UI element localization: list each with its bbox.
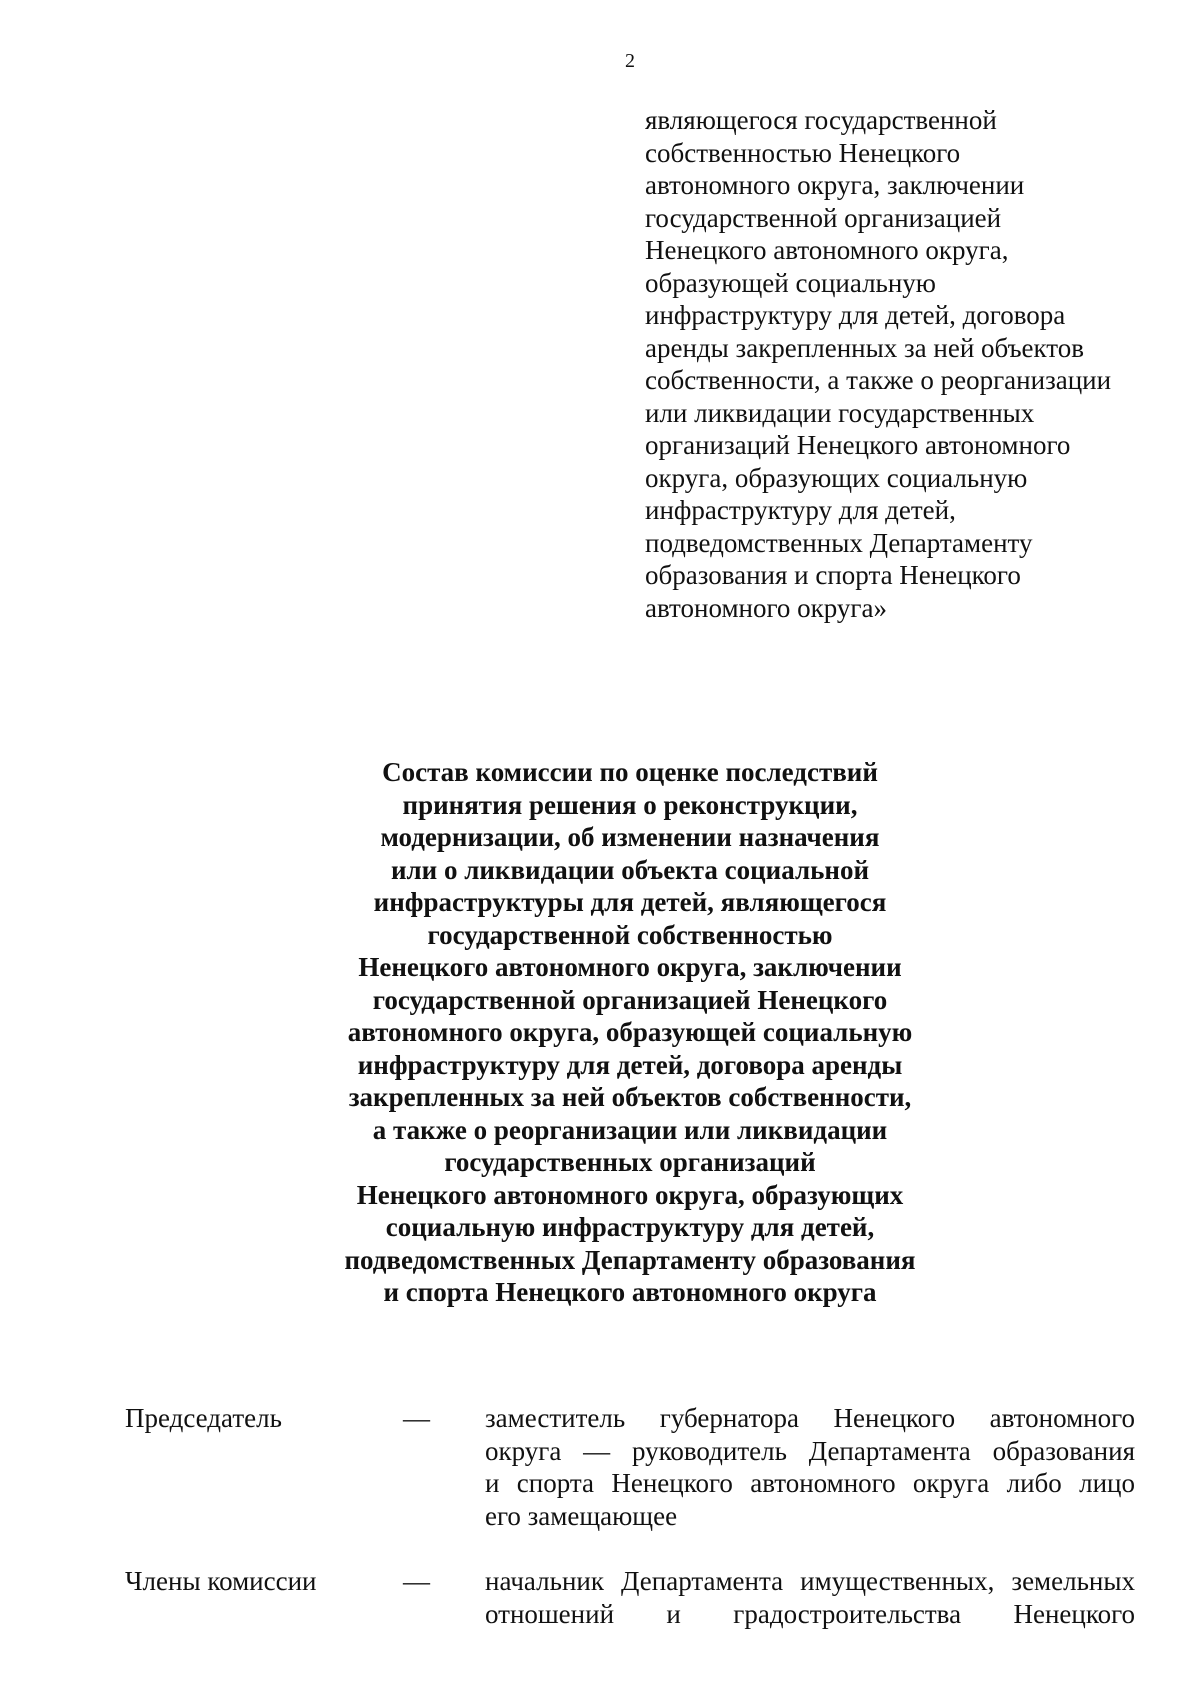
title-line: государственной организацией Ненецкого <box>372 984 888 1015</box>
description-line: заместитель губернатора Ненецкого автономного <box>485 1403 1135 1433</box>
title-line: закрепленных за ней объектов собственности, <box>348 1082 912 1112</box>
title-line: принятия решения о реконструкции, <box>402 789 858 820</box>
title-line: Ненецкого автономного округа, заключении <box>358 952 902 982</box>
reference-line: собственностью Ненецкого <box>645 137 961 168</box>
reference-line: инфраструктуру для детей, договора <box>645 300 1066 330</box>
title-line: и спорта Ненецкого автономного округа <box>383 1277 877 1307</box>
description-line: округа — руководитель Департамента образования <box>485 1435 1135 1466</box>
role-dash: — <box>403 1566 430 1596</box>
title-line: инфраструктуры для детей, являющегося <box>373 887 887 917</box>
description-line: начальник Департамента имущественных, земельных <box>485 1566 1135 1596</box>
description-line: его замещающее <box>485 1500 678 1531</box>
member-role: Члены комиссии <box>125 1566 317 1596</box>
title-line: или о ликвидации объекта социальной <box>390 854 870 885</box>
title-line: модернизации, об изменении назначения <box>380 822 880 852</box>
reference-line: подведомственных Департаменту <box>645 527 1033 558</box>
title-line: инфраструктуру для детей, договора аренды <box>357 1049 903 1080</box>
reference-line: образующей социальную <box>645 267 936 298</box>
reference-line: инфраструктуру для детей, <box>645 495 956 525</box>
title-line: подведомственных Департаменту образования <box>344 1244 916 1275</box>
reference-line: организаций Ненецкого автономного <box>645 430 1071 460</box>
title-line: социальную инфраструктуру для детей, <box>385 1212 875 1242</box>
page-number: 2 <box>625 50 635 72</box>
composition-title <box>250 756 1010 1309</box>
member-description <box>485 1565 1135 1630</box>
reference-line: автономного округа, заключении <box>645 170 1025 200</box>
reference-line: образования и спорта Ненецкого <box>645 560 1021 590</box>
description-line: и спорта Ненецкого автономного округа либо лицо <box>485 1468 1135 1498</box>
description-line: отношений и градостроительства Ненецкого <box>485 1598 1135 1629</box>
reference-line: собственности, а также о реорганизации <box>645 365 1112 395</box>
title-line: а также о реорганизации или ликвидации <box>372 1114 888 1145</box>
reference-line: государственной организацией <box>645 202 1002 233</box>
member-role: Председатель <box>125 1403 282 1433</box>
reference-line: аренды закрепленных за ней объектов <box>645 332 1084 363</box>
title-line: автономного округа, образующей социальную <box>347 1017 913 1047</box>
reference-line: являющегося государственной <box>645 105 997 135</box>
reference-line: Ненецкого автономного округа, <box>645 235 1009 265</box>
reference-line: автономного округа» <box>645 592 887 623</box>
title-line: Состав комиссии по оценке последствий <box>382 757 878 787</box>
member-description <box>485 1402 1135 1532</box>
title-line: Ненецкого автономного округа, образующих <box>356 1179 904 1210</box>
reference-line: или ликвидации государственных <box>645 397 1035 428</box>
reference-line: округа, образующих социальную <box>645 462 1028 493</box>
role-dash: — <box>403 1403 430 1433</box>
title-line: государственных организаций <box>444 1147 816 1177</box>
appendix-reference-block <box>645 104 1165 624</box>
title-line: государственной собственностью <box>427 919 833 950</box>
